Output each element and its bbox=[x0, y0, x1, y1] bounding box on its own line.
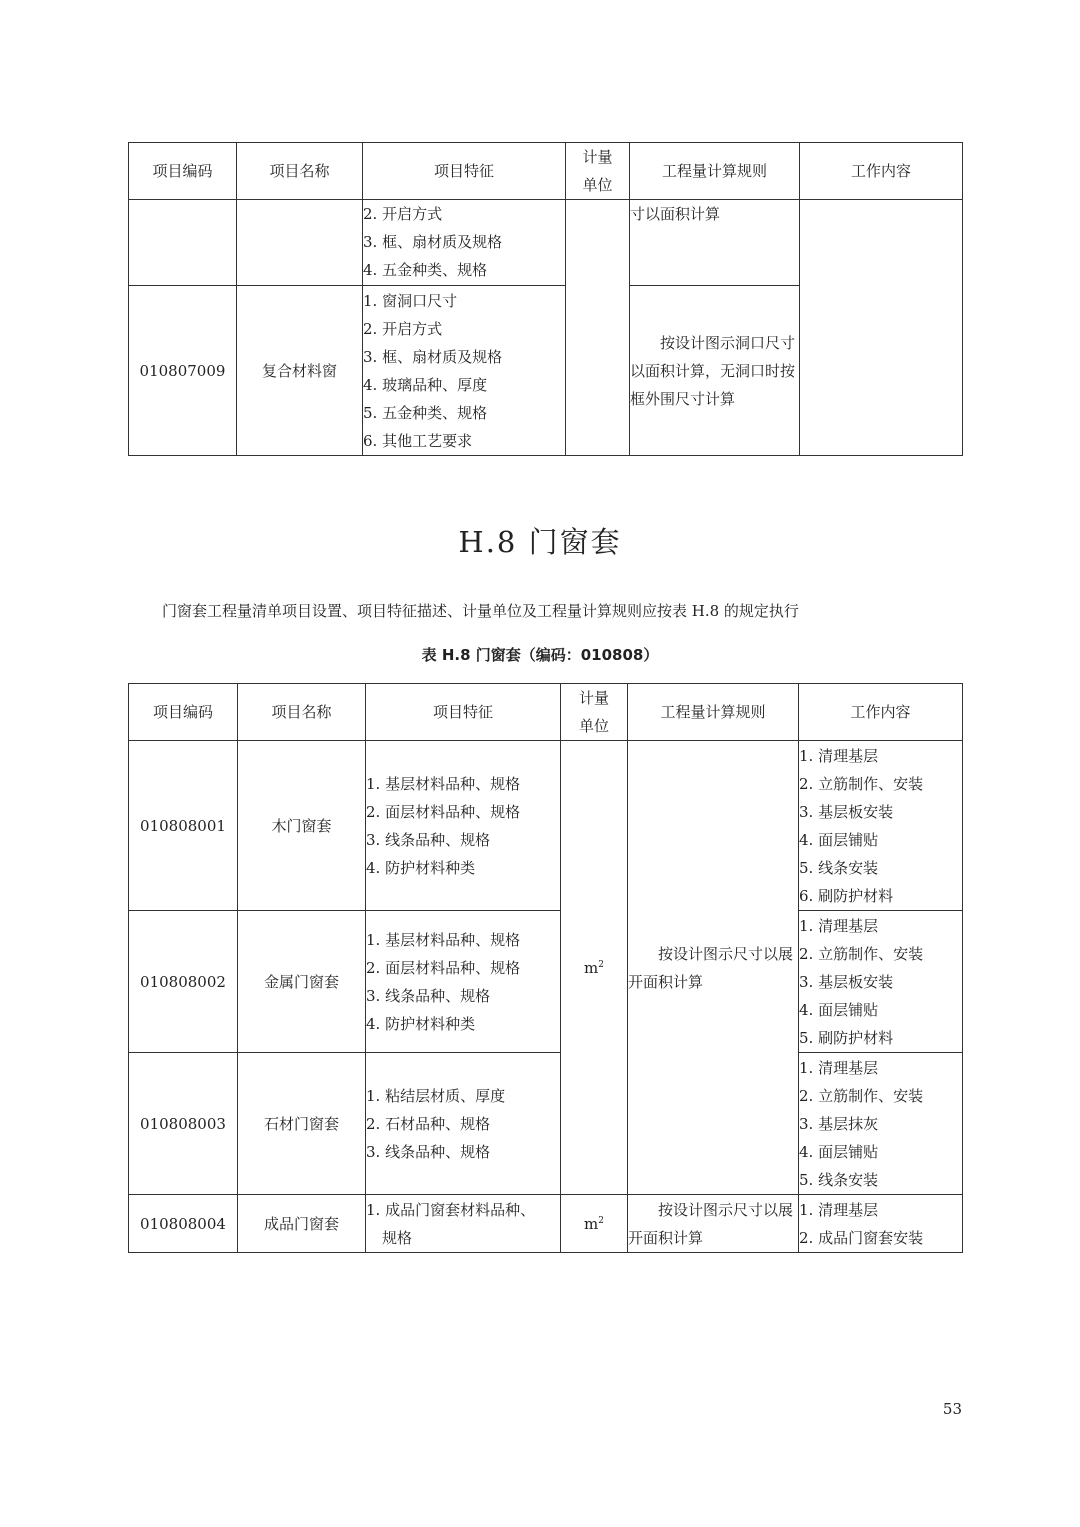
section-title: H.8 门窗套 bbox=[458, 525, 622, 559]
header-features: 项目特征 bbox=[363, 143, 566, 200]
table-header-row bbox=[129, 684, 963, 741]
table-h8 bbox=[128, 683, 963, 1253]
item-work: 1. 清理基层 2. 成品门窗套安装 bbox=[799, 1195, 963, 1253]
table-row bbox=[129, 1053, 963, 1195]
item-name bbox=[237, 200, 363, 286]
item-features: 1. 窗洞口尺寸 2. 开启方式 3. 框、扇材质及规格 4. 玻璃品种、厚度 5. 五金种类、规格 6. 其他工艺要求 bbox=[363, 286, 566, 456]
item-features: 1. 成品门窗套材料品种、 规格 bbox=[366, 1195, 561, 1253]
section-intro: 门窗套工程量清单项目设置、项目特征描述、计量单位及工程量计算规则应按表 H.8 的规定执行 bbox=[162, 602, 799, 620]
table-row bbox=[129, 200, 963, 286]
item-code: 010807009 bbox=[129, 286, 237, 456]
table-continued bbox=[128, 142, 963, 456]
item-code: 010808004 bbox=[129, 1195, 238, 1253]
item-rule: 按设计图示尺寸以展开面积计算 bbox=[628, 741, 799, 1195]
item-code: 010808002 bbox=[129, 911, 238, 1053]
item-unit: $m^2$ bbox=[561, 741, 628, 1195]
item-features: 1. 基层材料品种、规格 2. 面层材料品种、规格 3. 线条品种、规格 4. 防护材料种类 bbox=[366, 741, 561, 911]
item-features: 2. 开启方式 3. 框、扇材质及规格 4. 五金种类、规格 bbox=[363, 200, 566, 286]
header-code: 项目编码 bbox=[129, 143, 237, 200]
header-name: 项目名称 bbox=[238, 684, 366, 741]
header-code: 项目编码 bbox=[129, 684, 238, 741]
item-features: 1. 粘结层材质、厚度 2. 石材品种、规格 3. 线条品种、规格 bbox=[366, 1053, 561, 1195]
item-unit bbox=[566, 200, 630, 456]
table-row bbox=[129, 911, 963, 1053]
table-row bbox=[129, 1195, 963, 1253]
item-code bbox=[129, 200, 237, 286]
item-name: 石材门窗套 bbox=[238, 1053, 366, 1195]
item-name: 金属门窗套 bbox=[238, 911, 366, 1053]
page-number: 53 bbox=[942, 1400, 962, 1418]
header-work: 工作内容 bbox=[799, 684, 963, 741]
item-work: 1. 清理基层 2. 立筋制作、安装 3. 基层板安装 4. 面层铺贴 5. 线条安装 6. 刷防护材料 bbox=[799, 741, 963, 911]
header-rule: 工程量计算规则 bbox=[630, 143, 800, 200]
table-header-row bbox=[129, 143, 963, 200]
header-rule: 工程量计算规则 bbox=[628, 684, 799, 741]
header-name: 项目名称 bbox=[237, 143, 363, 200]
item-name: 成品门窗套 bbox=[238, 1195, 366, 1253]
item-rule: 按设计图示尺寸以展开面积计算 bbox=[628, 1195, 799, 1253]
item-name: 木门窗套 bbox=[238, 741, 366, 911]
item-rule: 寸以面积计算 bbox=[630, 200, 800, 286]
item-work: 1. 清理基层 2. 立筋制作、安装 3. 基层板安装 4. 面层铺贴 5. 刷防护材料 bbox=[799, 911, 963, 1053]
item-work: 1. 清理基层 2. 立筋制作、安装 3. 基层抹灰 4. 面层铺贴 5. 线条安装 bbox=[799, 1053, 963, 1195]
header-unit: 计量 单位 bbox=[561, 684, 628, 741]
header-features: 项目特征 bbox=[366, 684, 561, 741]
item-code: 010808001 bbox=[129, 741, 238, 911]
item-rule: 按设计图示洞口尺寸以面积计算，无洞口时按框外围尺寸计算 bbox=[630, 286, 800, 456]
item-name: 复合材料窗 bbox=[237, 286, 363, 456]
header-unit: 计量 单位 bbox=[566, 143, 630, 200]
table-row bbox=[129, 741, 963, 911]
item-unit: $m^2$ bbox=[561, 1195, 628, 1253]
item-code: 010808003 bbox=[129, 1053, 238, 1195]
header-work: 工作内容 bbox=[800, 143, 963, 200]
item-features: 1. 基层材料品种、规格 2. 面层材料品种、规格 3. 线条品种、规格 4. 防护材料种类 bbox=[366, 911, 561, 1053]
table-caption: 表 H.8 门窗套（编码：010808） bbox=[421, 646, 659, 664]
item-work bbox=[800, 200, 963, 456]
